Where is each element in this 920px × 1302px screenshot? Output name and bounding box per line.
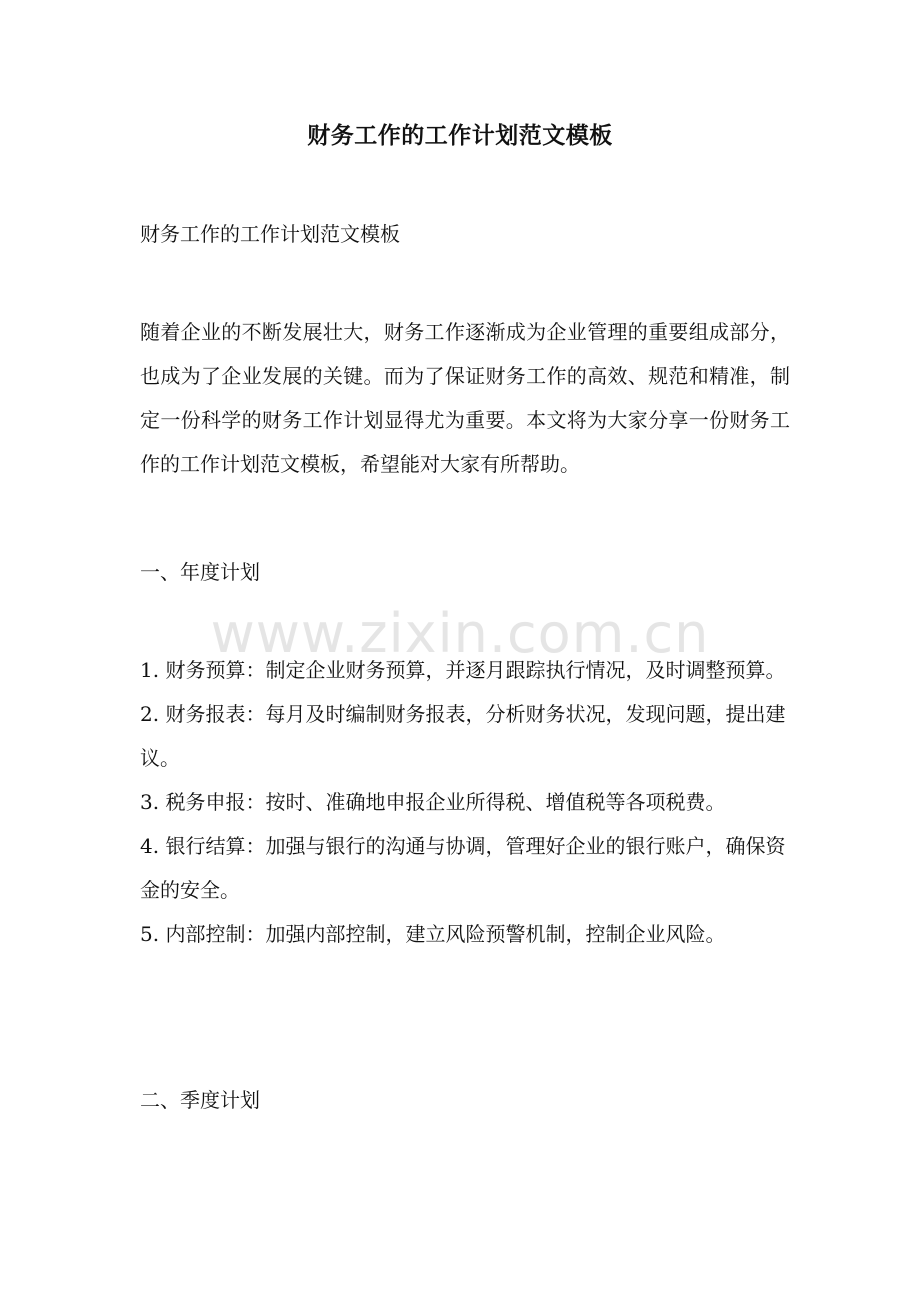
list-item: 3. 税务申报：按时、准确地申报企业所得税、增值税等各项税费。 — [140, 790, 726, 814]
list-item: 2. 财务报表：每月及时编制财务报表，分析财务状况，发现问题，提出建议。 — [140, 702, 786, 770]
list-item: 4. 银行结算：加强与银行的沟通与协调，管理好企业的银行账户，确保资金的安全。 — [140, 834, 786, 902]
watermark: www.zixin.com.cn — [210, 602, 710, 665]
section-heading-annual: 一、年度计划 — [140, 560, 260, 584]
section-heading-quarterly: 二、季度计划 — [140, 1088, 260, 1112]
document-subtitle: 财务工作的工作计划范文模板 — [140, 222, 400, 246]
annual-plan-list — [140, 648, 790, 956]
list-item: 1. 财务预算：制定企业财务预算，并逐月跟踪执行情况，及时调整预算。 — [140, 658, 786, 682]
document-title: 财务工作的工作计划范文模板 — [307, 122, 613, 149]
list-item: 5. 内部控制：加强内部控制，建立风险预警机制，控制企业风险。 — [140, 922, 726, 946]
intro-paragraph: 随着企业的不断发展壮大，财务工作逐渐成为企业管理的重要组成部分，也成为了企业发展的关键。而为了保证财务工作的高效、规范和精准，制定一份科学的财务工作计划显得尤为重要。本文将为大家分享一份财务工作的工作计划范文模板，希望能对大家有所帮助。 — [140, 320, 790, 476]
